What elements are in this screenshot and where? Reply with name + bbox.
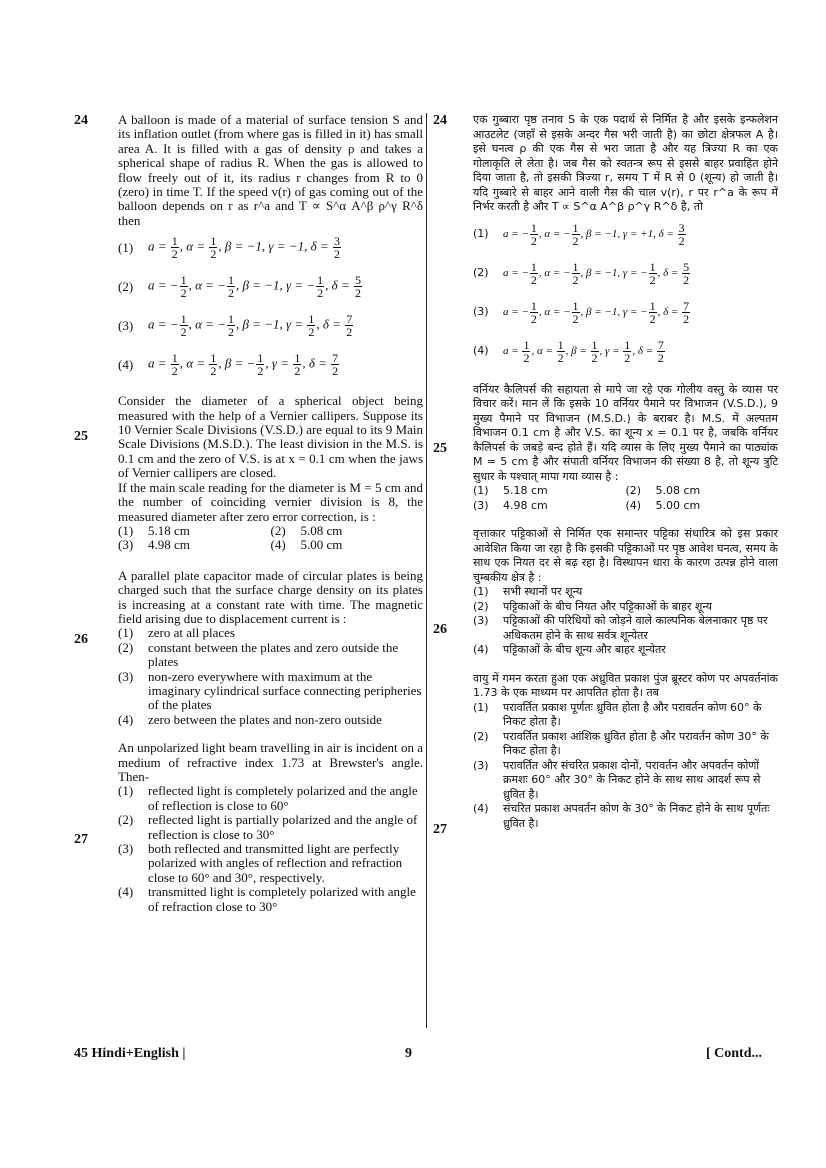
q24-hi-option-4 bbox=[473, 332, 778, 371]
option-number: (3) bbox=[118, 841, 134, 857]
q26-en-option-2 bbox=[118, 641, 423, 670]
value-alpha: $\frac{1}{2}$ bbox=[210, 351, 217, 379]
option-text: पट्टिकाओं के बीच शून्य और बाहर शून्येतर bbox=[503, 643, 666, 656]
option-number: (2) bbox=[270, 522, 286, 538]
value-gamma: $\frac{1}{2}$ bbox=[624, 337, 631, 365]
option-math: a = $\frac{1}{2}$ , α = $\frac{1}{2}$ , β = −1, γ = −1, δ = $\frac{3}{2}$ bbox=[148, 234, 340, 262]
value-gamma: − $\frac{1}{2}$ bbox=[306, 273, 324, 301]
q26-hi-option-3 bbox=[473, 614, 778, 643]
q27-hi-option-4 bbox=[473, 802, 778, 831]
q24-hi-option-3 bbox=[473, 293, 778, 332]
option-number: (4) bbox=[118, 356, 134, 372]
option-text: reflected light is partially polarized and the angle of reflection is close to 30° bbox=[148, 812, 418, 842]
value-beta: −1 bbox=[604, 266, 618, 279]
q26-en-stem: A parallel plate capacitor made of circular plates is being charged such that the surface charge density on its plates is increasing at a constant rate with time. The magnetic field arising due to displacement current is : bbox=[118, 567, 423, 626]
value-a: − $\frac{1}{2}$ bbox=[169, 273, 187, 301]
option-number: (4) bbox=[473, 643, 489, 656]
q25-hi-option-2: 5.08 cm bbox=[655, 484, 701, 497]
option-number: (3) bbox=[118, 317, 134, 333]
q26-en-option-3 bbox=[118, 670, 423, 713]
q25-en-options-row-2 bbox=[118, 538, 423, 552]
option-text: परावर्तित प्रकाश आंशिक ध्रुवित होता है और परावर्तन कोण 30° के निकट होता है। bbox=[503, 729, 769, 757]
value-gamma: +1 bbox=[640, 227, 654, 240]
q26-number-en: 26 bbox=[74, 632, 88, 647]
option-number: (4) bbox=[118, 884, 134, 900]
q25-en-option-3: 4.98 cm bbox=[148, 537, 190, 553]
value-beta: −1 bbox=[246, 238, 262, 254]
q24-hi-option-2 bbox=[473, 254, 778, 293]
value-beta: − $\frac{1}{2}$ bbox=[246, 351, 264, 379]
q24-en-option-2 bbox=[118, 267, 423, 306]
q24-number-en: 24 bbox=[74, 113, 88, 128]
option-text: constant between the plates and zero outside the plates bbox=[148, 639, 399, 670]
value-gamma: $\frac{1}{2}$ bbox=[308, 312, 315, 340]
q25-en-option-4: 5.00 cm bbox=[300, 537, 343, 553]
value-alpha: − $\frac{1}{2}$ bbox=[563, 220, 579, 248]
value-delta: $\frac{7}{2}$ bbox=[346, 312, 353, 340]
q25-en-options-row-1 bbox=[118, 524, 423, 538]
value-a: − $\frac{1}{2}$ bbox=[521, 259, 537, 287]
option-math: a = − $\frac{1}{2}$ , α = − $\frac{1}{2}$ , β = −1, γ = $\frac{1}{2}$ , δ = $\frac{7}{2}$ bbox=[148, 312, 353, 340]
option-number: (3) bbox=[473, 304, 489, 318]
value-beta: −1 bbox=[264, 277, 280, 293]
value-alpha: $\frac{1}{2}$ bbox=[557, 337, 564, 365]
value-a: − $\frac{1}{2}$ bbox=[169, 312, 187, 340]
option-number: (1) bbox=[118, 522, 134, 538]
q27-en-option-2 bbox=[118, 813, 423, 842]
value-beta: −1 bbox=[604, 305, 618, 318]
value-delta: $\frac{7}{2}$ bbox=[683, 298, 690, 326]
q26-en-option-4 bbox=[118, 713, 423, 727]
value-delta: $\frac{3}{2}$ bbox=[678, 220, 685, 248]
english-column bbox=[118, 113, 423, 914]
q27-en-option-3 bbox=[118, 842, 423, 885]
q25-hi-option-4: 5.00 cm bbox=[655, 498, 701, 512]
value-a: − $\frac{1}{2}$ bbox=[521, 298, 537, 326]
option-number: (1) bbox=[118, 783, 134, 799]
value-a: $\frac{1}{2}$ bbox=[523, 337, 530, 365]
value-beta: $\frac{1}{2}$ bbox=[591, 337, 598, 365]
q27-hi-option-3 bbox=[473, 759, 778, 803]
q25-hi bbox=[473, 383, 778, 514]
option-text: zero at all places bbox=[148, 625, 235, 641]
value-delta: $\frac{5}{2}$ bbox=[355, 273, 361, 301]
q24-hi-options bbox=[473, 215, 778, 371]
q25-hi-options-row-2 bbox=[473, 499, 778, 514]
option-number: (4) bbox=[625, 498, 642, 512]
option-text: non-zero everywhere with maximum at the imaginary cylindrical surface connecting peripheries of the plates bbox=[148, 668, 422, 713]
q25-hi-option-1: 5.18 cm bbox=[503, 484, 548, 497]
q27-hi-stem: वायु में गमन करता हुआ एक अध्रुवित प्रकाश पुंज ब्रूस्टर कोण पर अपवर्तनांक 1.73 के एक माध्यम पर आपतित होता है। तब bbox=[473, 671, 778, 699]
q24-en-option-4 bbox=[118, 345, 423, 384]
q26-number-hi: 26 bbox=[433, 622, 447, 637]
option-number: (1) bbox=[473, 484, 489, 497]
value-alpha: − $\frac{1}{2}$ bbox=[217, 273, 234, 301]
option-number: (2) bbox=[118, 639, 134, 655]
footer-continued: [ Contd... bbox=[706, 1046, 763, 1061]
value-delta: $\frac{3}{2}$ bbox=[333, 234, 340, 262]
q24-en-options bbox=[118, 228, 423, 384]
q25-hi-options-row-1 bbox=[473, 484, 778, 499]
option-math: a = $\frac{1}{2}$ , α = $\frac{1}{2}$ , β = $\frac{1}{2}$ , γ = $\frac{1}{2}$ , δ = $\frac{7}{2}$ bbox=[503, 337, 664, 365]
footer-paper-code: 45 Hindi+English | bbox=[74, 1046, 186, 1061]
q27-hi-option-2 bbox=[473, 730, 778, 759]
value-gamma: −1 bbox=[288, 238, 305, 254]
option-number: (1) bbox=[473, 700, 489, 714]
value-delta: $\frac{7}{2}$ bbox=[332, 351, 339, 379]
q26-hi-option-2 bbox=[473, 600, 778, 615]
option-text: सभी स्थानों पर शून्य bbox=[503, 585, 583, 598]
option-number: (4) bbox=[473, 343, 489, 357]
value-a: − $\frac{1}{2}$ bbox=[521, 220, 537, 248]
option-text: zero between the plates and non-zero outside bbox=[148, 711, 382, 727]
q25-en-option-1: 5.18 cm bbox=[148, 522, 190, 538]
option-number: (1) bbox=[118, 239, 134, 255]
q25-number-hi: 25 bbox=[433, 441, 447, 456]
q25-en-option-2: 5.08 cm bbox=[300, 522, 343, 538]
page-number: 9 bbox=[405, 1046, 412, 1061]
option-text: पट्टिकाओं के बीच नियत और पट्टिकाओं के बाहर शून्य bbox=[503, 599, 712, 613]
q26-en-option-1 bbox=[118, 626, 423, 640]
option-number: (2) bbox=[473, 729, 489, 743]
q24-hi-stem: एक गुब्बारा पृष्ठ तनाव S के एक पदार्थ से निर्मित है और इसके इन्फलेशन आउटलेट (जहाँ से इसके अन्दर गैस भरी जाती है) का छोटा क्षेत्रफल A है। इसे घनत्व ρ की एक गैस से भरा जाता है और यह त्रिज्या R का एक गोलाकृति ले लेता है। जब गैस को स्वतन्त्र रूप से इससे बाहर प्रवाहित होने दिया जाता है, तो इसकी त्रिज्या r, समय T में R से 0 (शून्य) हो जाती है। यदि गुब्बारे से बाहर आने वाली गैस की चाल v(r), r पर r^a के रूप में निर्भर करती है और T ∝ S^α A^β ρ^γ R^δ है, तो bbox=[473, 113, 778, 213]
option-number: (3) bbox=[118, 537, 134, 553]
q26-en bbox=[118, 569, 423, 727]
q27-hi-option-1 bbox=[473, 701, 778, 730]
value-beta: −1 bbox=[264, 316, 280, 332]
option-number: (3) bbox=[473, 758, 489, 772]
option-number: (3) bbox=[118, 668, 134, 684]
option-number: (1) bbox=[473, 226, 489, 240]
q24-hi bbox=[473, 113, 778, 371]
q27-en-option-4 bbox=[118, 885, 423, 914]
option-text: transmitted light is completely polarized with angle of refraction close to 30° bbox=[148, 884, 416, 914]
option-math: a = $\frac{1}{2}$ , α = $\frac{1}{2}$ , β = − $\frac{1}{2}$ , γ = $\frac{1}{2}$ , δ = $\frac{7}{2}$ bbox=[148, 351, 339, 379]
q26-hi bbox=[473, 527, 778, 658]
value-a: $\frac{1}{2}$ bbox=[171, 234, 178, 262]
q25-en bbox=[118, 394, 423, 552]
option-math: a = − $\frac{1}{2}$ , α = − $\frac{1}{2}$ , β = −1, γ = − $\frac{1}{2}$ , δ = $\frac{5}{2}$ bbox=[503, 259, 690, 287]
value-gamma: − $\frac{1}{2}$ bbox=[640, 259, 656, 287]
option-number: (2) bbox=[473, 265, 489, 279]
option-number: (2) bbox=[118, 278, 134, 294]
value-a: $\frac{1}{2}$ bbox=[171, 351, 178, 379]
option-math: a = − $\frac{1}{2}$ , α = − $\frac{1}{2}$ , β = −1, γ = +1, δ = $\frac{3}{2}$ bbox=[503, 220, 685, 248]
option-number: (2) bbox=[625, 484, 642, 497]
option-number: (1) bbox=[118, 625, 134, 641]
option-number: (2) bbox=[473, 599, 489, 613]
option-number: (4) bbox=[118, 711, 134, 727]
q26-hi-stem: वृत्ताकार पट्टिकाओं से निर्मित एक समान्तर पट्टिका संधारित्र को इस प्रकार आवेशित किया जा रहा है कि इसकी पट्टिकाओं पर पृष्ठ आवेश घनत्व, समय के साथ एक नियत दर से बढ़ रहा है। विस्थापन धारा के कारण उत्पन्न होने वाला चुम्बकीय क्षेत्र है : bbox=[473, 527, 778, 584]
option-text: परावर्तित प्रकाश पूर्णतः ध्रुवित होता है और परावर्तन कोण 60° के निकट होता है। bbox=[503, 700, 762, 728]
option-number: (3) bbox=[473, 614, 489, 627]
option-number: (4) bbox=[270, 537, 286, 553]
option-number: (4) bbox=[473, 802, 489, 815]
q24-number-hi: 24 bbox=[433, 113, 447, 128]
q26-hi-option-4 bbox=[473, 643, 778, 658]
value-beta: −1 bbox=[604, 227, 618, 240]
q27-number-en: 27 bbox=[74, 832, 88, 847]
q25-en-stem-2: If the main scale reading for the diameter is M = 5 cm and the number of coinciding vernier division is 8, the measured diameter after zero error correction, is : bbox=[118, 479, 423, 524]
value-alpha: − $\frac{1}{2}$ bbox=[217, 312, 234, 340]
option-number: (1) bbox=[473, 585, 489, 598]
option-text: परावर्तित और संचरित प्रकाश दोनों, परावर्तन और अपवर्तन कोणों क्रमशः 60° और 30° के निकट होने के साथ साथ आदर्श रूप से ध्रुवित है। bbox=[503, 758, 761, 801]
q25-number-en: 25 bbox=[74, 429, 88, 444]
option-math: a = − $\frac{1}{2}$ , α = − $\frac{1}{2}$ , β = −1, γ = − $\frac{1}{2}$ , δ = $\frac{7}{2}$ bbox=[503, 298, 690, 326]
q27-en-option-1 bbox=[118, 784, 423, 813]
q24-hi-option-1 bbox=[473, 215, 778, 254]
hindi-column bbox=[473, 113, 778, 831]
q24-en bbox=[118, 113, 423, 384]
option-text: both reflected and transmitted light are perfectly polarized with angles of reflection and refraction close to 60° and 30°, respectively. bbox=[148, 841, 403, 885]
q26-hi-option-1 bbox=[473, 585, 778, 600]
value-alpha: − $\frac{1}{2}$ bbox=[563, 298, 579, 326]
value-gamma: $\frac{1}{2}$ bbox=[294, 351, 301, 379]
q27-hi bbox=[473, 672, 778, 832]
q27-en-stem: An unpolarized light beam travelling in air is incident on a medium of refractive index 1.73 at Brewster's angle. Then- bbox=[118, 740, 423, 784]
option-number: (3) bbox=[473, 498, 489, 512]
value-alpha: − $\frac{1}{2}$ bbox=[563, 259, 579, 287]
column-divider bbox=[426, 113, 427, 1028]
q27-en bbox=[118, 741, 423, 914]
option-text: पट्टिकाओं की परिधियों को जोड़ने वाले काल्पनिक बेलनाकार पृष्ठ पर अधिकतम होने के साथ सर्वत्र शून्येतर bbox=[503, 614, 768, 642]
q27-number-hi: 27 bbox=[433, 822, 447, 837]
q25-hi-stem: वर्नियर कैलिपर्स की सहायता से मापे जा रहे एक गोलीय वस्तु के व्यास पर विचार करें। मान लें कि इसके 10 वर्नियर पैमाने पर विभाजन (V.S.D.), 9 मुख्य पैमाने पर विभाजन (M.S.D.) के बराबर है। M.S. में अल्पतम विभाजन 0.1 cm है और V.S. का शून्य x = 0.1 पर है, जबकि वर्नियर कैलिपर्स के जबड़े बन्द होते हैं। यदि व्यास के लिए मुख्य पैमाने का पाठ्यांक M = 5 cm है और संपाती वर्नियर विभाजन की संख्या 8 है, तो शून्य त्रुटि सुधार के पश्चात् मापा गया व्यास है : bbox=[473, 382, 778, 483]
q24-en-option-3 bbox=[118, 306, 423, 345]
value-alpha: $\frac{1}{2}$ bbox=[210, 234, 217, 262]
value-gamma: − $\frac{1}{2}$ bbox=[640, 298, 656, 326]
q25-en-stem: Consider the diameter of a spherical object being measured with the help of a Vernier callipers. Suppose its 10 Vernier Scale Divisions (V.S.D.) are equal to its 9 Main Scale Divisions (M.S.D.). The least division in the M.S. is 0.1 cm and the zero of V.S. is at x = 0.1 cm when the jaws of Vernier callipers are closed. bbox=[118, 393, 423, 481]
option-text: reflected light is completely polarized and the angle of reflection is close to 60° bbox=[148, 783, 418, 813]
q24-en-stem: A balloon is made of a material of surface tension S and its inflation outlet (from where gas is filled in it) has small area A. It is filled with a gas of density ρ and takes a spherical shape of radius R. When the gas is allowed to flow freely out of it, its radius r changes from R to 0 (zero) in time T. If the speed v(r) of gas coming out of the balloon depends on r as r^a and T ∝ S^α A^β ρ^γ R^δ then bbox=[118, 112, 423, 228]
value-delta: $\frac{5}{2}$ bbox=[683, 259, 690, 287]
option-math: a = − $\frac{1}{2}$ , α = − $\frac{1}{2}$ , β = −1, γ = − $\frac{1}{2}$ , δ = $\frac{5}{2}$ bbox=[148, 273, 361, 301]
q25-hi-option-3: 4.98 cm bbox=[503, 498, 548, 512]
value-delta: $\frac{7}{2}$ bbox=[657, 337, 664, 365]
option-text: संचरित प्रकाश अपवर्तन कोण के 30° के निकट होने के साथ पूर्णतः ध्रुवित है। bbox=[503, 802, 770, 830]
q24-en-option-1 bbox=[118, 228, 423, 267]
option-number: (2) bbox=[118, 812, 134, 828]
